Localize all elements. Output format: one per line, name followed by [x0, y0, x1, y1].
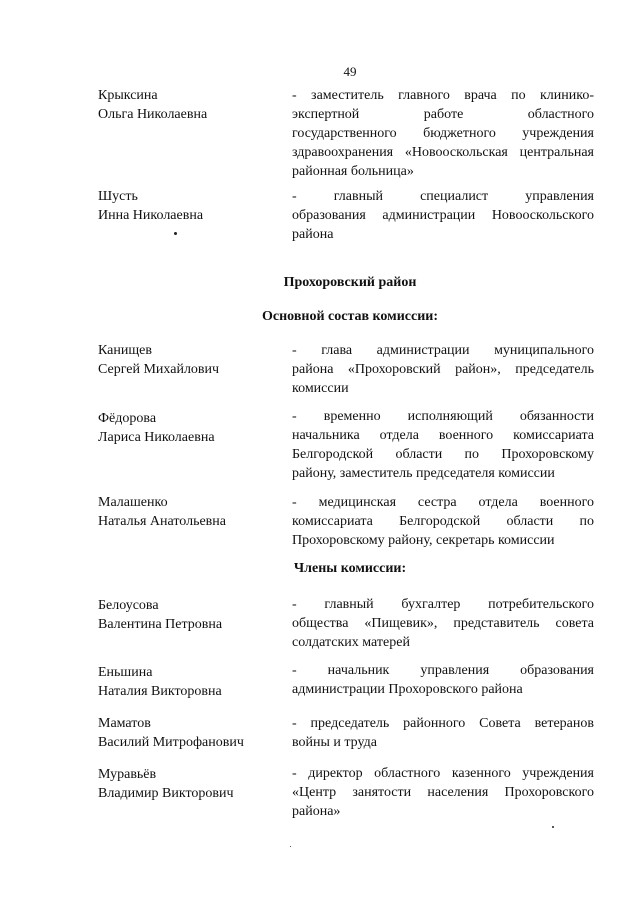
- role-line: Белгородской области по Прохоровскому: [292, 447, 594, 462]
- given-names: Ольга Николаевна: [98, 107, 208, 122]
- person-name: [98, 493, 226, 531]
- person-name: [98, 596, 222, 634]
- given-names: Сергей Михайлович: [98, 362, 220, 377]
- role-line: - начальник управления образования: [292, 663, 594, 678]
- role-line: солдатских матерей: [292, 635, 410, 650]
- role-line: общества «Пищевик», представитель совета: [292, 616, 594, 631]
- surname: Малашенко: [98, 495, 168, 510]
- role-line: «Центр занятости населения Прохоровского: [292, 785, 594, 800]
- surname: Фёдорова: [98, 411, 157, 426]
- role-line: - главный бухгалтер потребительского: [292, 597, 594, 612]
- surname: Шусть: [98, 189, 138, 204]
- person-role: [292, 714, 594, 752]
- members-title: Члены комиссии:: [293, 561, 407, 576]
- role-line: - главный специалист управления: [292, 189, 594, 204]
- given-names: Василий Митрофанович: [98, 735, 244, 750]
- person-role: [292, 764, 594, 821]
- person-name: [98, 663, 222, 701]
- page-number: 49: [343, 64, 357, 79]
- given-names: Владимир Викторович: [98, 786, 234, 801]
- role-line: государственного бюджетного учреждения: [292, 126, 594, 141]
- person-name: [98, 341, 219, 379]
- person-role: [292, 86, 594, 181]
- surname: Еньшина: [98, 665, 153, 680]
- person-name: [98, 86, 207, 124]
- person-role: [292, 187, 594, 244]
- surname: Крыксина: [98, 88, 158, 103]
- role-line: районная больница»: [292, 164, 414, 179]
- role-line: - председатель районного Совета ветеранов: [292, 716, 594, 731]
- given-names: Валентина Петровна: [98, 617, 223, 632]
- given-names: Лариса Николаевна: [98, 430, 215, 445]
- role-line: - медицинская сестра отдела военного: [292, 495, 594, 510]
- person-role: [292, 595, 594, 652]
- role-line: начальника отдела военного комиссариата: [292, 428, 594, 443]
- main-composition-title: Основной состав комиссии:: [262, 309, 438, 324]
- role-line: - глава администрации муниципального: [292, 343, 594, 358]
- role-line: Прохоровскому району, секретарь комиссии: [292, 533, 555, 548]
- surname: Муравьёв: [98, 767, 157, 782]
- given-names: Инна Николаевна: [98, 208, 204, 223]
- person-name: [98, 409, 215, 447]
- role-line: району, заместитель председателя комиссии: [292, 466, 555, 481]
- scan-speck: [174, 232, 177, 235]
- role-line: района»: [292, 804, 341, 819]
- given-names: Наталья Анатольевна: [98, 514, 227, 529]
- person-name: [98, 187, 203, 225]
- role-line: комиссии: [292, 381, 349, 396]
- person-role: [292, 661, 594, 699]
- surname: Белоусова: [98, 598, 159, 613]
- role-line: комиссариата Белгородской области по: [292, 514, 594, 529]
- role-line: здравоохранения «Новооскольская центральная: [292, 145, 594, 160]
- role-line: - директор областного казенного учреждения: [292, 766, 594, 781]
- surname: Канищев: [98, 343, 152, 358]
- role-line: района: [292, 227, 334, 242]
- surname: Маматов: [98, 716, 151, 731]
- person-name: [98, 765, 234, 803]
- scan-speck: [552, 826, 554, 828]
- person-role: [292, 407, 594, 483]
- role-line: образования администрации Новооскольского: [292, 208, 594, 223]
- person-role: [292, 493, 594, 550]
- role-line: войны и труда: [292, 735, 377, 750]
- person-role: [292, 341, 594, 398]
- role-line: - временно исполняющий обязанности: [292, 409, 594, 424]
- role-line: - заместитель главного врача по клинико-: [292, 88, 594, 103]
- district-title: Прохоровский район: [283, 275, 417, 290]
- role-line: администрации Прохоровского района: [292, 682, 523, 697]
- given-names: Наталия Викторовна: [98, 684, 222, 699]
- scan-speck: [290, 846, 291, 847]
- person-name: [98, 714, 244, 752]
- role-line: района «Прохоровский район», председатель: [292, 362, 594, 377]
- role-line: экспертной работе областного: [292, 107, 594, 122]
